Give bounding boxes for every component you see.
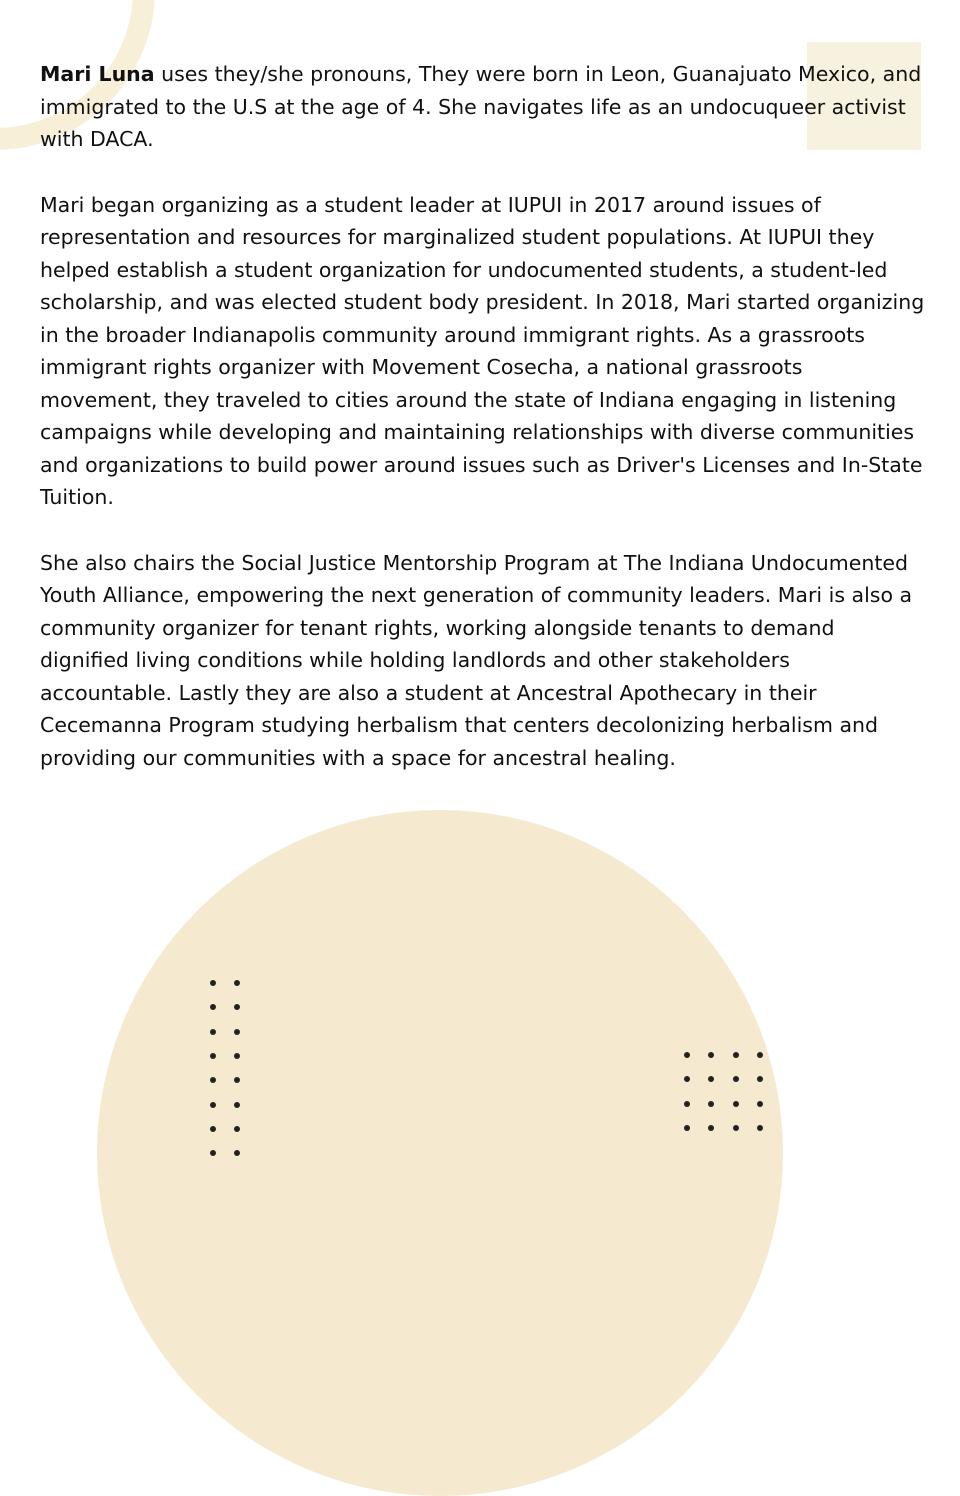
decorative-dot	[708, 1101, 714, 1107]
decorative-dot	[684, 1101, 690, 1107]
decorative-dot	[757, 1125, 763, 1131]
bio-paragraph-1-text: uses they/she pronouns, They were born in Leon, Guanajuato Mexico, and immigrated to the U.S at the age of 4. She navigates life as an undocuqueer activist with DACA.	[40, 62, 922, 151]
decorative-dot	[210, 980, 216, 986]
decorative-dot	[234, 1102, 240, 1108]
decorative-dot	[733, 1125, 739, 1131]
decorative-dot	[234, 980, 240, 986]
decorative-dot	[234, 1126, 240, 1132]
decorative-dot	[733, 1076, 739, 1082]
decorative-dot	[234, 1029, 240, 1035]
decorative-dot	[757, 1052, 763, 1058]
bio-paragraph-3: She also chairs the Social Justice Mentorship Program at The Indiana Undocumented Youth Alliance, empowering the next generation of community leaders. Mari is also a community organizer for tenant rights, working alongside tenants to demand dignified living conditions while holding landlords and other stakeholders accountable. Lastly they are also a student at Ancestral Apothecary in their Cecemanna Program studying herbalism that centers decolonizing herbalism and providing our communities with a space for ancestral healing.	[40, 550, 913, 770]
bio-text	[40, 58, 925, 807]
decorative-circle-bottom	[97, 810, 783, 1496]
decorative-dot	[684, 1125, 690, 1131]
bio-paragraph-2: Mari began organizing as a student leader at IUPUI in 2017 around issues of representation and resources for marginalized student populations. At IUPUI they helped establish a student organization for undocumented students, a student-led scholarship, and was elected student body president. In 2018, Mari started organizing in the broader Indianapolis community around immigrant rights. As a grassroots immigrant rights organizer with Movement Cosecha, a national grassroots movement, they traveled to cities around the state of Indiana engaging in listening campaigns while developing and maintaining relationships with diverse communities and organizations to build power around issues such as Driver's Licenses and In-State Tuition.	[40, 192, 925, 509]
decorative-dot	[234, 1053, 240, 1059]
person-name: Mari Luna	[40, 62, 155, 86]
decorative-dot	[210, 1029, 216, 1035]
decorative-dot	[733, 1052, 739, 1058]
decorative-dot	[210, 1053, 216, 1059]
decorative-dot	[210, 1126, 216, 1132]
decorative-dot	[733, 1101, 739, 1107]
decorative-dot	[684, 1052, 690, 1058]
decorative-dot	[210, 1102, 216, 1108]
bio-paragraph-1	[40, 58, 925, 156]
decorative-dot	[757, 1101, 763, 1107]
